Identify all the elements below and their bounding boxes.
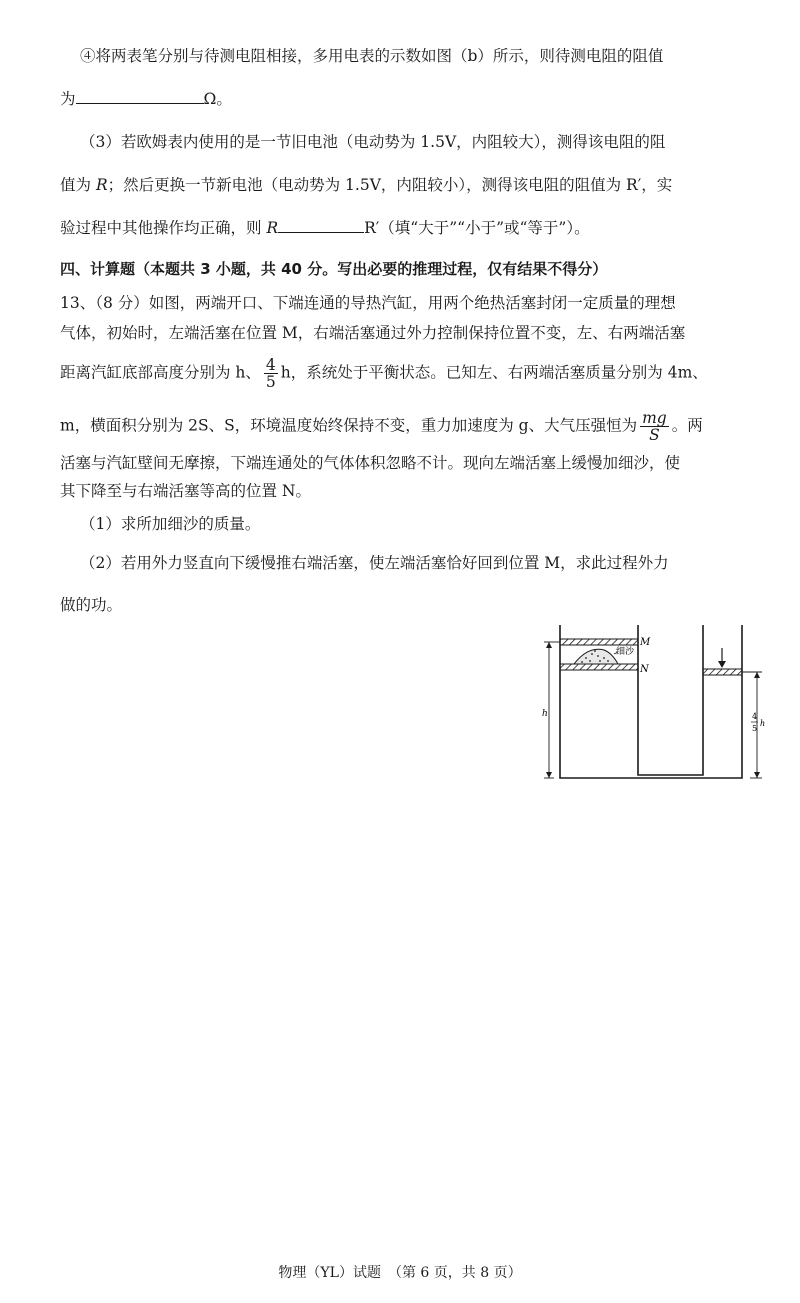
label-sand: 细沙 [616, 647, 635, 657]
cylinder-diagram [530, 620, 780, 795]
label-45-den: 5 [752, 724, 758, 733]
q13-subquestion-1: （1）求所加细沙的质量。 [80, 515, 261, 533]
page-footer: 物理（YL）试题 （第 6 页，共 8 页） [278, 1265, 522, 1281]
part-3-line-2: 值为 R；然后更换一节新电池（电动势为 1.5V，内阻较小），测得该电阻的阻值为 R′，实 [60, 176, 673, 194]
question-4-line-1: ④将两表笔分别与待测电阻相接，多用电表的示数如图（b）所示，则待测电阻的阻值 [80, 47, 664, 65]
q13-line-4: m，横面积分别为 2S、S，环境温度始终保持不变，重力加速度为 g、大气压强恒为 $\frac{mg}{S}$ 。两 [60, 409, 703, 444]
cylinder-wall [560, 625, 742, 778]
answer-blank[interactable] [76, 89, 204, 104]
sand-pile [574, 649, 618, 664]
right-piston [703, 669, 742, 675]
force-arrow-head [718, 661, 726, 668]
section-heading: 四、计算题（本题共 3 小题，共 40 分。写出必要的推理过程，仅有结果不得分） [60, 260, 608, 278]
answer-blank[interactable] [278, 218, 364, 233]
label-m: M [640, 637, 651, 648]
q13-line-1: 13、（8 分）如图，两端开口、下端连通的导热汽缸，用两个绝热活塞封闭一定质量的理想 [60, 294, 676, 312]
part-3-line-1: （3）若欧姆表内使用的是一节旧电池（电动势为 1.5V，内阻较大），测得该电阻的阻 [80, 133, 666, 151]
q4-prefix: 为 [60, 90, 76, 108]
q13-line-2: 气体，初始时，左端活塞在位置 M，右端活塞通过外力控制保持位置不变，左、右两端活塞 [60, 324, 686, 342]
fraction-4-5: $\frac{4}{5}$ [265, 356, 276, 391]
part-3-line-3: 验过程中其他操作均正确，则 R R′（填“大于”“小于”或“等于”）。 [60, 219, 590, 237]
label-h: h [542, 709, 548, 719]
q13-subquestion-2-line-2: 做的功。 [60, 596, 123, 614]
q13-line-5: 活塞与汽缸壁间无摩擦，下端连通处的气体体积忽略不计。现向左端活塞上缓慢加细沙，使 [60, 454, 681, 472]
label-45-num: 4 [752, 712, 758, 721]
q13-line-6: 其下降至与右端活塞等高的位置 N。 [60, 482, 311, 500]
label-n: N [640, 664, 649, 675]
fraction-mg-S: $\frac{mg}{S}$ [642, 409, 667, 444]
question-4-line-2 [60, 88, 232, 110]
label-45-h: h [760, 719, 766, 728]
q13-line-3: 距离汽缸底部高度分别为 h、 $\frac{4}{5}$ h，系统处于平衡状态。已知左、右两端活塞质量分别为 4m、 [60, 356, 708, 391]
piston-at-n [560, 664, 638, 670]
q13-subquestion-2-line-1: （2）若用外力竖直向下缓慢推右端活塞，使左端活塞恰好回到位置 M，求此过程外力 [80, 554, 669, 572]
piston-at-m [560, 639, 638, 645]
q4-unit: Ω。 [203, 90, 232, 108]
